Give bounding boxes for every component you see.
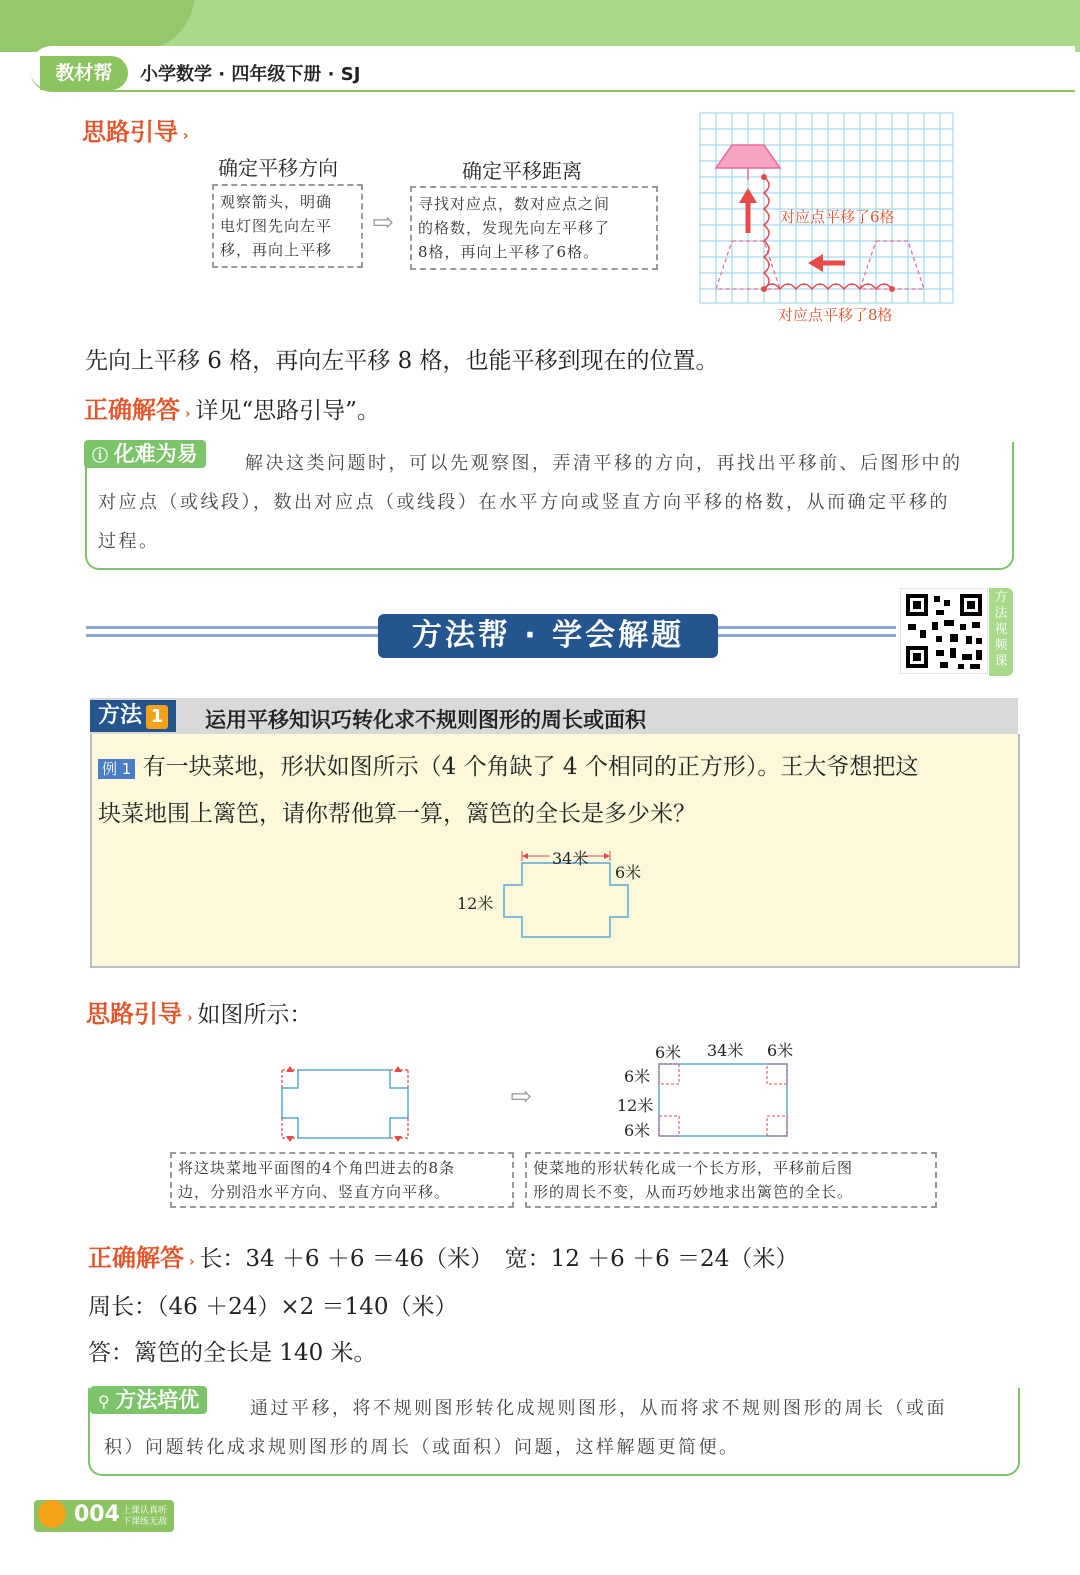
qr-code-icon[interactable] [900,588,988,674]
section-title: 方法帮 · 学会解题 [378,614,718,658]
answer-label: 正确解答 [84,396,180,424]
step1-text: 观察箭头，明确 [220,193,333,211]
tip-text: 解决这类问题时，可以先观察图，弄清平移的方向，再找出平移前、后图形中的 [245,453,963,474]
thinking2-text: 如图所示： [197,1002,313,1028]
dim-label: 34米 [707,1041,744,1060]
note-text: 形的周长不变，从而巧妙地求出篱笆的全长。 [533,1183,854,1201]
answer1: 正确解答 › 详见“思路引导”。 [84,396,380,424]
step2-title: 确定平移距离 [462,159,582,183]
tip-label: ⚲ 方法培优 [90,1386,207,1414]
footer-slogan: 上课认真听 下课练无敌 [122,1506,168,1527]
garden-after-diagram [655,1062,795,1146]
answer-line: 答：篱笆的全长是 140 米。 [88,1340,377,1366]
method-title: 运用平移知识巧转化求不规则图形的周长或面积 [205,708,646,732]
method-tag: 方法 1 [90,700,176,732]
qr-video-tab[interactable]: 方 法 视 频 课 [989,588,1013,676]
tip-header [84,438,206,468]
magnifier-icon: ⚲ [98,1392,116,1411]
mascot-icon [38,1500,66,1528]
thinking-label: 思路引导 [86,1000,182,1028]
brand-tag: 教材帮 [40,56,128,90]
note1-box [170,1152,514,1208]
arrow-right-icon: ⇨ [372,208,394,238]
step2-text: 寻找对应点，数对应点之间 [418,195,611,213]
thinking-label: 思路引导 › [82,118,189,146]
answer-line: 周长：（46 ＋24）×2 ＝140（米） [88,1294,458,1320]
step2-box [410,186,658,270]
example-line: 块菜地围上篱笆，请你帮他算一算，篱笆的全长是多少米？ [98,801,696,827]
step1-text: 移，再向上平移 [220,241,333,259]
thinking2: 思路引导 › 如图所示： [86,1000,313,1028]
page-number: 004 [74,1502,120,1527]
note-text: 将这块菜地平面图的4个角凹进去的8条 [178,1159,456,1177]
dim-label: 6米 [655,1043,682,1062]
answer-label: 正确解答 [88,1244,184,1272]
arrow-right-icon: ⇨ [510,1082,532,1112]
note2-box [525,1152,937,1208]
step1-title: 确定平移方向 [218,156,338,180]
tip-text: 积）问题转化成求规则图形的周长（或面积）问题，这样解题更简便。 [104,1437,740,1458]
garden-before-diagram [278,1062,418,1146]
exclaim-icon: ⓘ [92,446,114,465]
example-tag: 例 1 [98,759,135,779]
dim-corner: 6米 [615,863,642,882]
tip-header [90,1384,207,1414]
grid-label-left: 对应点平移了8格 [778,306,893,324]
grid-label-up: 对应点平移了6格 [780,208,895,226]
step2-text: 的格数，发现先向左平移了 [418,219,611,237]
dim-label: 6米 [624,1121,651,1140]
step1-text: 电灯图先向左平 [220,217,333,235]
dim-label: 12米 [617,1096,654,1115]
statement: 先向上平移 6 格，再向左平移 8 格，也能平移到现在的位置。 [85,348,719,374]
example-line: 例 1 有一块菜地，形状如图所示（4 个角缺了 4 个相同的正方形）。王大爷想把这 [98,748,918,781]
dim-label: 6米 [624,1067,651,1086]
tip-text: 过程。 [98,531,160,552]
step2-text: 8格，再向上平移了6格。 [418,243,600,261]
answer2: 正确解答 › 长：34 ＋6 ＋6 ＝46（米） 宽：12 ＋6 ＋6 ＝24（米） [88,1244,799,1272]
answer-text: 详见“思路引导”。 [195,398,380,424]
tip-text: 对应点（或线段），数出对应点（或线段）在水平方向或竖直方向平移的格数，从而确定平移的 [98,492,950,513]
book-title: 小学数学 · 四年级下册 · SJ [140,64,361,85]
note-text: 使菜地的形状转化成一个长方形，平移前后图 [533,1159,854,1177]
answer-line: 长：34 ＋6 ＋6 ＝46（米） 宽：12 ＋6 ＋6 ＝24（米） [199,1246,799,1272]
dim-label: 6米 [767,1041,794,1060]
step1-box [212,184,363,268]
note-text: 边，分别沿水平方向、竖直方向平移。 [178,1183,451,1201]
tip-label: ⓘ 化难为易 [84,440,206,468]
tip-text: 通过平移，将不规则图形转化成规则图形，从而将求不规则图形的周长（或面 [250,1398,947,1419]
dim-left: 12米 [457,894,494,913]
dim-top: 34米 [552,849,589,868]
